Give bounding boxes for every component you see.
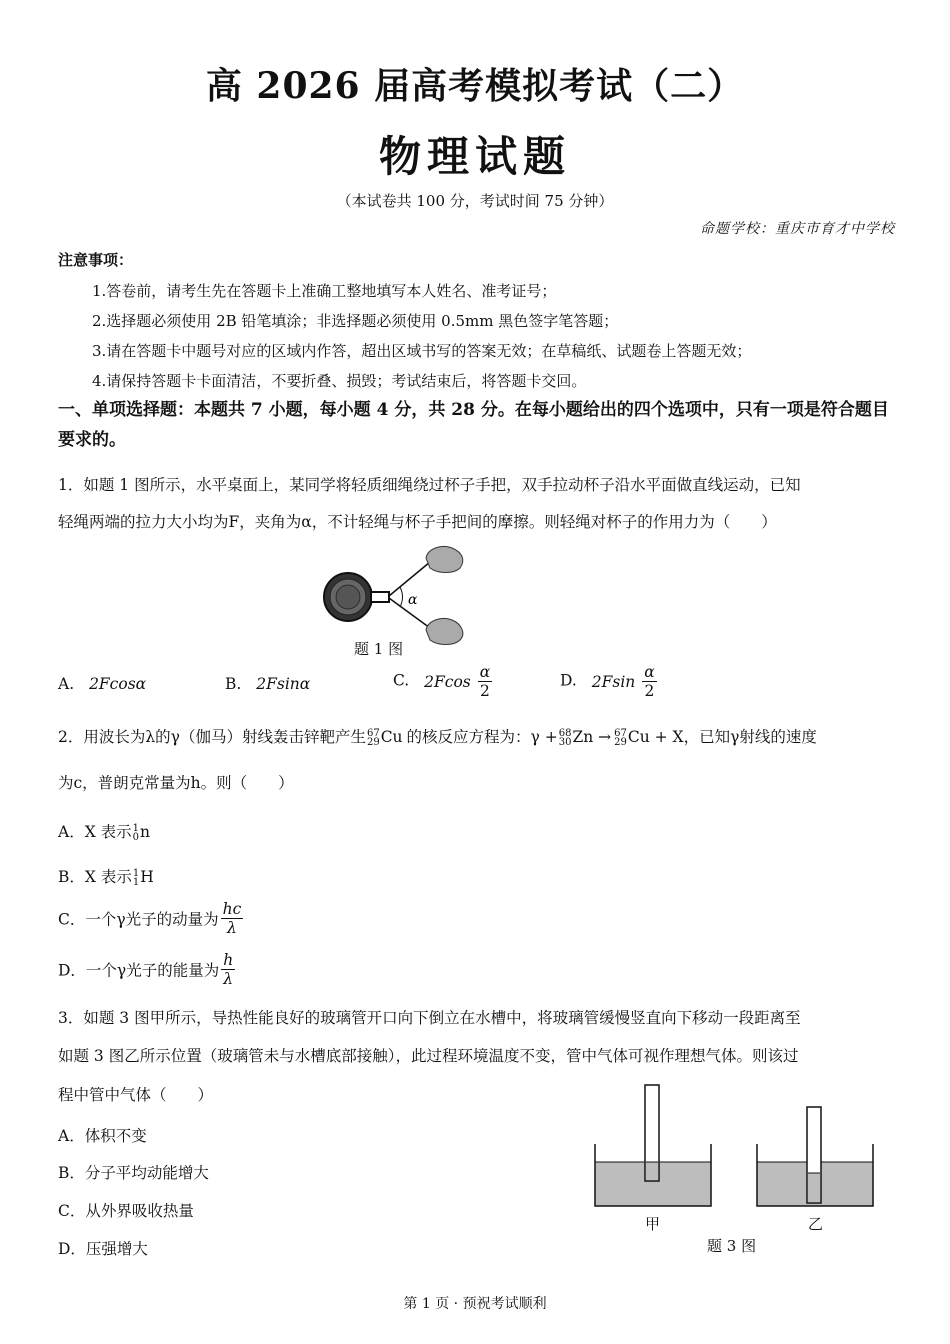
- tank-jia: [595, 1085, 711, 1206]
- q3-figure-caption: 题 3 图: [707, 1237, 757, 1255]
- q3-option-d: D．压强增大: [58, 1240, 148, 1258]
- q1-option-a: A. 2Fcosα: [58, 675, 147, 693]
- q3-option-a: A．体积不变: [58, 1127, 147, 1145]
- q2-line2: 为c，普朗克常量为h。则（ ）: [58, 774, 294, 792]
- q2-option-a: A．X 表示 1 0 n: [58, 823, 151, 843]
- hand-lower-icon: [426, 618, 463, 644]
- q1-option-d: D. 2Fsin $\frac{\alpha}{2}$: [560, 663, 655, 700]
- subject-title: 物理试题: [378, 132, 571, 181]
- q1-option-b: B. 2Fsinα: [225, 675, 311, 693]
- section-heading: 一、单项选择题：本题共 7 小题，每小题 4 分，共 28 分。在每小题给出的四个选项中，只有一项是符合题目要求的。: [58, 400, 889, 450]
- q1-line1: 1．如题 1 图所示，水平桌面上，某同学将轻质细绳绕过杯子手把，双手拉动杯子沿水平面做直线运动，已知: [58, 476, 801, 494]
- q3-line3: 程中管中气体（ ）: [58, 1086, 214, 1104]
- exam-title: 高 2026 届高考模拟考试（二）: [205, 65, 745, 107]
- page-footer: 第 1 页 · 预祝考试顺利: [403, 1296, 547, 1312]
- angle-label: α: [408, 592, 418, 608]
- notice-heading: 注意事项：: [58, 251, 134, 269]
- notice-item: 4.请保持答题卡卡面清洁，不要折叠、损毁；考试结束后，将答题卡交回。: [92, 372, 587, 390]
- q3-line2: 如题 3 图乙所示位置（玻璃管未与水槽底部接触），此过程环境温度不变，管中气体可视作理想气体。则该过: [58, 1047, 799, 1065]
- tank-yi: [757, 1107, 873, 1206]
- q2-line1: 2．用波长为λ的γ（伽马）射线轰击锌靶产生 67 29 Cu 的核反应方程为：γ + 68 30 Zn → 67 29 Cu + X，已知γ射线的速度: [58, 728, 817, 748]
- notice-item: 1.答卷前，请考生先在答题卡上准确工整地填写本人姓名、准考证号；: [92, 282, 557, 300]
- q3-option-b: B．分子平均动能增大: [58, 1164, 209, 1182]
- q3-figure: [585, 1080, 885, 1210]
- rope-upper: [389, 562, 430, 596]
- q2-option-d: D．一个γ光子的能量为 $\frac{h}{\lambda}$: [58, 951, 234, 988]
- q1-option-c: C. 2Fcos $\frac{\alpha}{2}$: [393, 663, 491, 700]
- q3-line1: 3．如题 3 图甲所示，导热性能良好的玻璃管开口向下倒立在水槽中，将玻璃管缓慢竖直向下移动一段距离至: [58, 1009, 801, 1027]
- q3-option-c: C．从外界吸收热量: [58, 1202, 194, 1220]
- school-credit: 命题学校：重庆市育才中学校: [700, 221, 895, 237]
- q1-line2: 轻绳两端的拉力大小均为F，夹角为α，不计轻绳与杯子手把间的摩擦。则轻绳对杯子的作用力为（ ）: [58, 513, 777, 531]
- notice-item: 2.选择题必须使用 2B 铅笔填涂；非选择题必须使用 0.5mm 黑色签字笔答题；: [92, 312, 619, 330]
- cup-handle: [371, 592, 389, 602]
- notice-item: 3.请在答题卡中题号对应的区域内作答，超出区域书写的答案无效；在草稿纸、试题卷上答题无效；: [92, 342, 752, 360]
- q2-option-c: C．一个γ光子的动量为 $\frac{hc}{\lambda}$: [58, 900, 242, 937]
- q2-option-b: B．X 表示 1 1 H: [58, 868, 154, 888]
- q3-fig-label-yi: 乙: [808, 1215, 824, 1233]
- exam-info: （本试卷共 100 分，考试时间 75 分钟）: [336, 192, 614, 210]
- hand-upper-icon: [426, 546, 463, 572]
- q1-figure-caption: 题 1 图: [354, 640, 404, 658]
- q3-fig-label-jia: 甲: [645, 1215, 661, 1233]
